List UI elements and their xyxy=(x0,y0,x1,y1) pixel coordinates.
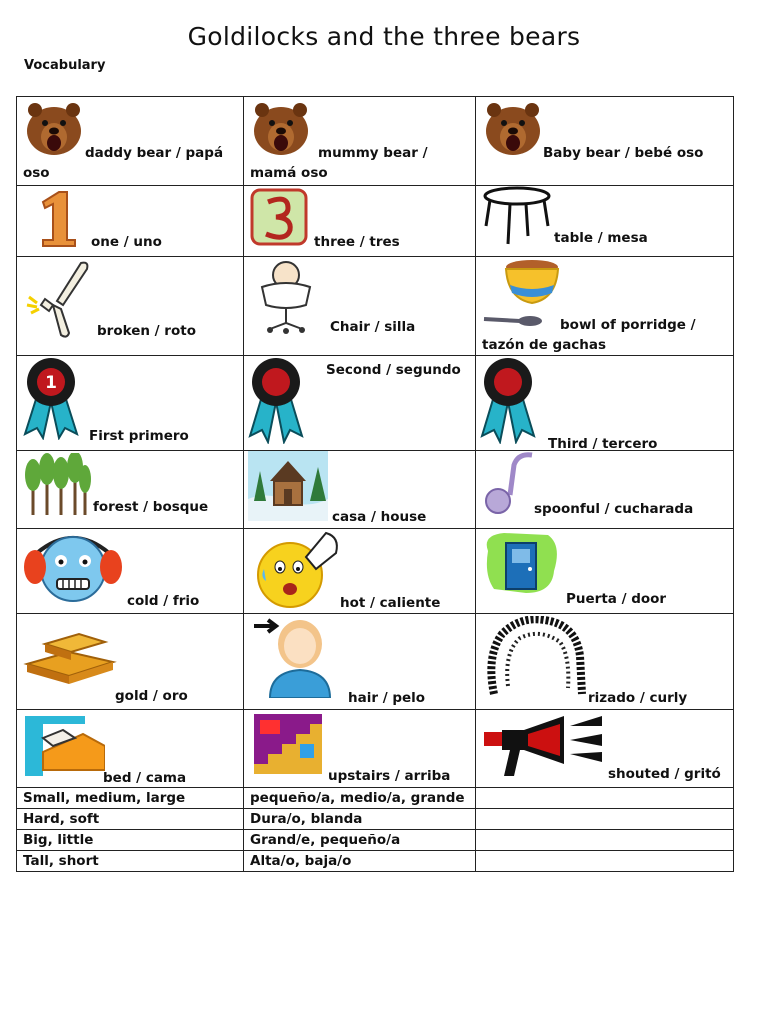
number-one-icon xyxy=(37,190,77,248)
vocab-label: Baby bear / bebé oso xyxy=(543,145,704,161)
table-cell: Dura/o, blanda xyxy=(244,809,476,830)
vocab-cell xyxy=(244,186,476,257)
vocab-cell xyxy=(17,529,244,614)
spoon-icon xyxy=(482,451,538,517)
ribbon-second-icon xyxy=(248,356,304,444)
vocab-cell xyxy=(476,710,734,788)
curly-hair-icon xyxy=(484,616,588,696)
vocab-label: cold / frio xyxy=(127,593,200,609)
ribbon-first-icon xyxy=(23,356,79,440)
page-title: Goldilocks and the three bears xyxy=(187,22,581,51)
vocab-label: table / mesa xyxy=(554,230,648,246)
vocab-label: spoonful / cucharada xyxy=(534,501,694,517)
table-row xyxy=(17,186,734,257)
megaphone-icon xyxy=(484,712,606,778)
vocab-cell xyxy=(17,710,244,788)
table-row xyxy=(17,356,734,451)
vocab-cell xyxy=(17,186,244,257)
table-icon xyxy=(482,186,552,246)
door-icon xyxy=(482,531,562,597)
vocab-label: upstairs / arriba xyxy=(328,768,451,784)
stairs-icon xyxy=(254,714,322,774)
vocab-label: bed / cama xyxy=(103,770,187,786)
vocab-cell xyxy=(476,614,734,710)
vocab-label: hair / pelo xyxy=(348,690,426,706)
ribbon-third-icon xyxy=(480,356,536,444)
vocab-cell xyxy=(244,97,476,186)
vocab-cell xyxy=(476,97,734,186)
house-icon xyxy=(248,451,328,521)
vocab-label: mummy bear / mamá oso xyxy=(250,145,428,181)
table-cell: pequeño/a, medio/a, grande xyxy=(244,788,476,809)
table-row xyxy=(17,710,734,788)
vocab-cell xyxy=(476,356,734,451)
cold-face-icon xyxy=(23,529,123,607)
vocab-label: gold / oro xyxy=(115,688,188,704)
chair-icon xyxy=(250,259,322,335)
vocab-label: forest / bosque xyxy=(93,499,209,515)
table-cell xyxy=(476,830,734,851)
vocab-label: daddy bear / papá oso xyxy=(23,145,224,181)
vocab-cell xyxy=(244,529,476,614)
gold-bars-icon xyxy=(23,628,117,686)
table-cell xyxy=(476,851,734,872)
table-row xyxy=(17,830,734,851)
broken-bone-icon xyxy=(23,259,93,339)
vocab-label: broken / roto xyxy=(97,323,196,339)
table-cell xyxy=(476,809,734,830)
vocab-label: one / uno xyxy=(91,234,162,250)
vocab-cell xyxy=(17,451,244,529)
vocab-label: shouted / gritó xyxy=(608,766,721,782)
svg-text:1: 1 xyxy=(45,373,57,393)
vocab-label: bowl of porridge / tazón de gachas xyxy=(482,317,696,353)
vocab-cell xyxy=(244,710,476,788)
vocab-cell xyxy=(476,257,734,356)
table-cell: Tall, short xyxy=(17,851,244,872)
vocab-cell xyxy=(244,257,476,356)
table-row xyxy=(17,851,734,872)
vocab-cell xyxy=(244,356,476,451)
vocab-cell xyxy=(476,186,734,257)
table-row xyxy=(17,614,734,710)
table-cell: Small, medium, large xyxy=(17,788,244,809)
hot-face-icon xyxy=(250,529,344,609)
vocab-cell xyxy=(17,614,244,710)
vocab-cell xyxy=(17,356,244,451)
vocab-label: casa / house xyxy=(332,509,427,525)
vocab-label: hot / caliente xyxy=(340,595,441,611)
table-row xyxy=(17,788,734,809)
vocab-label: Third / tercero xyxy=(548,436,658,452)
vocabulary-heading: Vocabulary xyxy=(24,58,106,73)
vocabulary-table xyxy=(16,96,734,872)
table-row xyxy=(17,257,734,356)
bed-icon xyxy=(23,712,105,778)
table-cell: Big, little xyxy=(17,830,244,851)
table-row xyxy=(17,809,734,830)
vocab-cell xyxy=(244,451,476,529)
vocab-label: Chair / silla xyxy=(330,319,416,335)
vocab-label: Second / segundo xyxy=(326,362,461,378)
table-row xyxy=(17,451,734,529)
vocab-label: three / tres xyxy=(314,234,400,250)
hair-icon xyxy=(252,616,332,698)
vocab-label: Puerta / door xyxy=(566,591,667,607)
table-cell: Alta/o, baja/o xyxy=(244,851,476,872)
number-three-icon xyxy=(250,188,308,246)
vocab-cell xyxy=(476,451,734,529)
vocab-cell xyxy=(244,614,476,710)
vocab-cell xyxy=(17,257,244,356)
vocab-cell xyxy=(17,97,244,186)
bear-icon xyxy=(484,101,542,157)
vocab-label: First primero xyxy=(89,428,189,444)
table-cell: Hard, soft xyxy=(17,809,244,830)
table-cell: Grand/e, pequeño/a xyxy=(244,830,476,851)
table-row xyxy=(17,529,734,614)
table-cell xyxy=(476,788,734,809)
vocab-cell xyxy=(476,529,734,614)
table-row xyxy=(17,97,734,186)
forest-icon xyxy=(23,453,91,517)
vocab-label: rizado / curly xyxy=(588,690,688,706)
